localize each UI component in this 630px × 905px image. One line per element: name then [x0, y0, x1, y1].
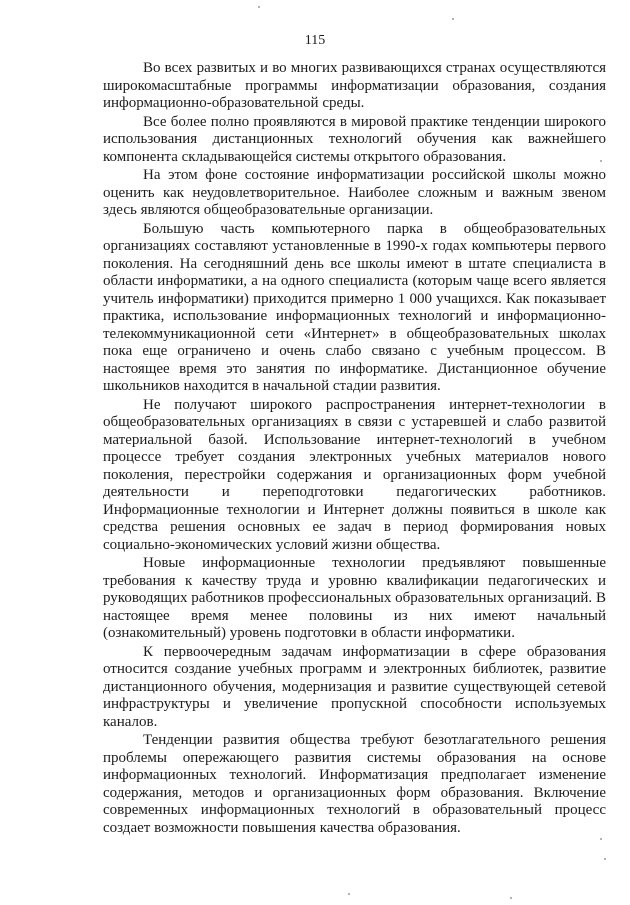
paragraph: Тенденции развития общества требуют безотлагательного решения проблемы опережающего развития системы образования на основе информационных технологий. Информатизация предполагает изменение содержания, методов и организационных форм образования. Включение современных информационных технологий в образовательный процесс создает возможности повышения качества образования.: [103, 732, 606, 836]
paragraph: Новые информационные технологии предъявляют повышенные требования к качеству труда и уровню квалификации педагогических и руководящих работников профессиональных образовательных организаций. В настоящее время менее половины из них имеют начальный (ознакомительный) уровень подготовки в области информатики.: [103, 555, 606, 641]
paragraph: Не получают широкого распространения интернет-технологии в общеобразовательных организациях в связи с устаревшей и слабо развитой материальной базой. Использование интернет-технологий в учебном процессе требует создания электронных учебных материалов нового поколения, перестройки содержания и организационных форм учебной деятельности и переподготовки педагогических работников. Информационные технологии и Интернет должны появиться в школе как средства решения основных ее задач в период формирования новых социально-экономических условий жизни общества.: [103, 396, 606, 553]
scan-speck: [258, 6, 260, 8]
page-number: 115: [304, 33, 326, 48]
scan-speck: [600, 838, 602, 840]
paragraph: К первоочередным задачам информатизации в сфере образования относится создание учебных программ и электронных библиотек, развитие дистанционного обучения, модернизация и развитие существующей сетевой инфраструктуры и увеличение пропускной способности используемых каналов.: [103, 643, 606, 730]
scan-speck: [452, 18, 454, 20]
scan-speck: [510, 897, 512, 899]
paragraph: Большую часть компьютерного парка в общеобразовательных организациях составляют установленные в 1990-х годах компьютеры первого поколения. На сегодняшний день все школы имеют в штате специалиста в области информатики, а на одного специалиста (которым чаще всего является учитель информатики) приходится примерно 1 000 учащихся. Как показывает практика, использование информационных технологий и информационно-телекоммуникационной сети «Интернет» в общеобразовательных школах пока еще ограничено и очень слабо связано с учебным процессом. В настоящее время это занятия по информатике. Дистанционное обучение школьников находится в начальной стадии развития.: [103, 220, 606, 394]
paragraph: Все более полно проявляются в мировой практике тенденции широкого использования дистанционных технологий обучения как важнейшего компонента складывающейся системы открытого образования.: [103, 113, 606, 165]
paragraph: Во всех развитых и во многих развивающихся странах осуществляются широкомасштабные программы информатизации образования, создания информационно-образовательной среды.: [103, 60, 606, 111]
scan-speck: [600, 160, 602, 162]
scan-speck: [348, 893, 350, 895]
paragraph: На этом фоне состояние информатизации российской школы можно оценить как неудовлетворительное. Наиболее сложным и важным звеном здесь являются общеобразовательные организации.: [103, 167, 606, 218]
scan-speck: [604, 858, 606, 860]
body-text: [103, 60, 606, 837]
